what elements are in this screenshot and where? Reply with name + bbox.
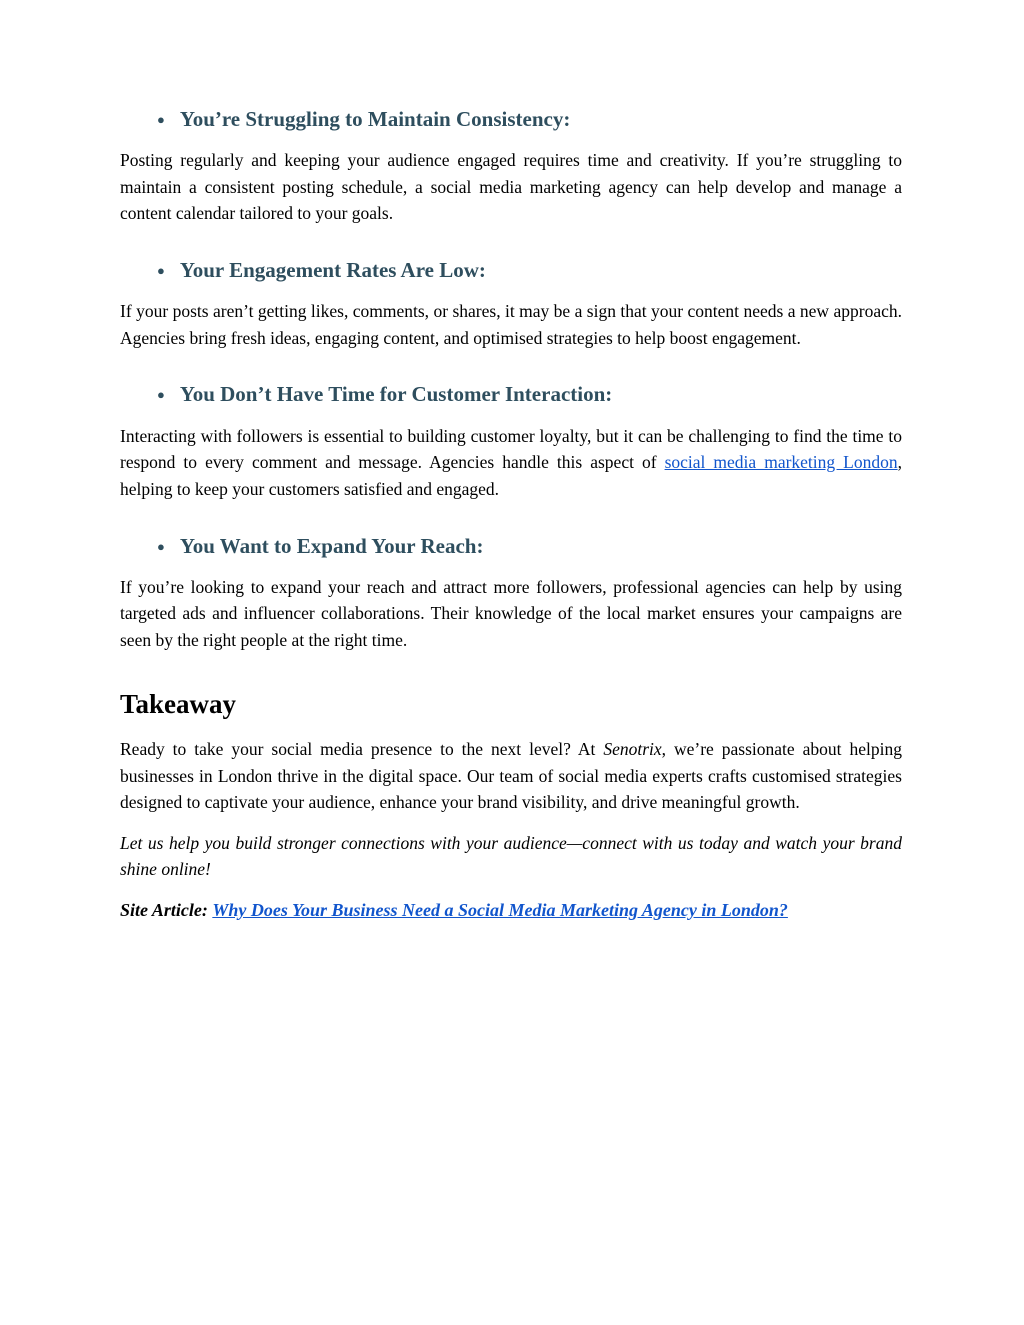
paragraph-takeaway — [120, 736, 902, 816]
paragraph-engagement: If your posts aren’t getting likes, comments, or shares, it may be a sign that your content needs a new approach. Agencies bring fresh ideas, engaging content, and optimised strategies to help boost engagement. — [120, 301, 902, 348]
bullet-icon: ● — [157, 112, 165, 127]
paragraph-text-after-link: , helping to keep your customers satisfied and engaged. — [120, 452, 902, 499]
bullet-icon: ● — [157, 387, 165, 403]
bullet-icon: ● — [157, 263, 165, 279]
bullet-heading-consistency — [157, 106, 902, 132]
paragraph-cta-note: Let us help you build stronger connections with your audience—connect with us today and watch your brand shine online! — [120, 832, 902, 880]
takeaway-text-after-brand: , we’re passionate about helping businesses in London thrive in the digital space. Our team of social media experts crafts customised strategies designed to captivate your audience, enhance your brand visibility, and drive meaningful growth. — [120, 738, 902, 813]
bullet-heading-label: You Want to Expand Your Reach: — [179, 533, 484, 558]
site-article-label: Site Article: — [120, 899, 208, 920]
paragraph-expand-reach: If you’re looking to expand your reach and attract more followers, professional agencies can help by using targeted ads and influencer collaborations. Their knowledge of the local market ensures your campaigns are seen by the right people at the right time. — [120, 576, 902, 650]
bullet-heading-customer-interaction — [157, 381, 902, 407]
paragraph-customer-interaction — [120, 423, 902, 503]
site-article-link[interactable]: Why Does Your Business Need a Social Media Marketing Agency in London? — [212, 899, 788, 920]
bullet-heading-label: You’re Struggling to Maintain Consistency: — [179, 107, 571, 131]
bullet-heading-label: Your Engagement Rates Are Low: — [179, 258, 486, 283]
bullet-heading-label: You Don’t Have Time for Customer Interaction: — [179, 382, 613, 407]
paragraph-text-before-link: Interacting with followers is essential to building customer loyalty, but it can be challenging to find the time to respond to every comment and message. Agencies handle this aspect of — [120, 425, 902, 473]
bullet-heading-engagement — [157, 257, 902, 283]
bullet-icon: ● — [157, 538, 165, 554]
brand-name: Senotrix — [603, 738, 662, 759]
paragraph-site-article — [120, 897, 902, 924]
takeaway-text-before-brand: Ready to take your social media presence to the next level? At — [120, 738, 604, 759]
bullet-heading-expand-reach — [157, 533, 902, 559]
paragraph-consistency: Posting regularly and keeping your audience engaged requires time and creativity. If you’re struggling to maintain a consistent posting schedule, a social media marketing agency can help develop and manage a content calendar tailored to your goals. — [120, 150, 902, 224]
social-media-marketing-london-link[interactable]: social media marketing London — [664, 452, 898, 473]
takeaway-heading: Takeaway — [120, 688, 237, 719]
